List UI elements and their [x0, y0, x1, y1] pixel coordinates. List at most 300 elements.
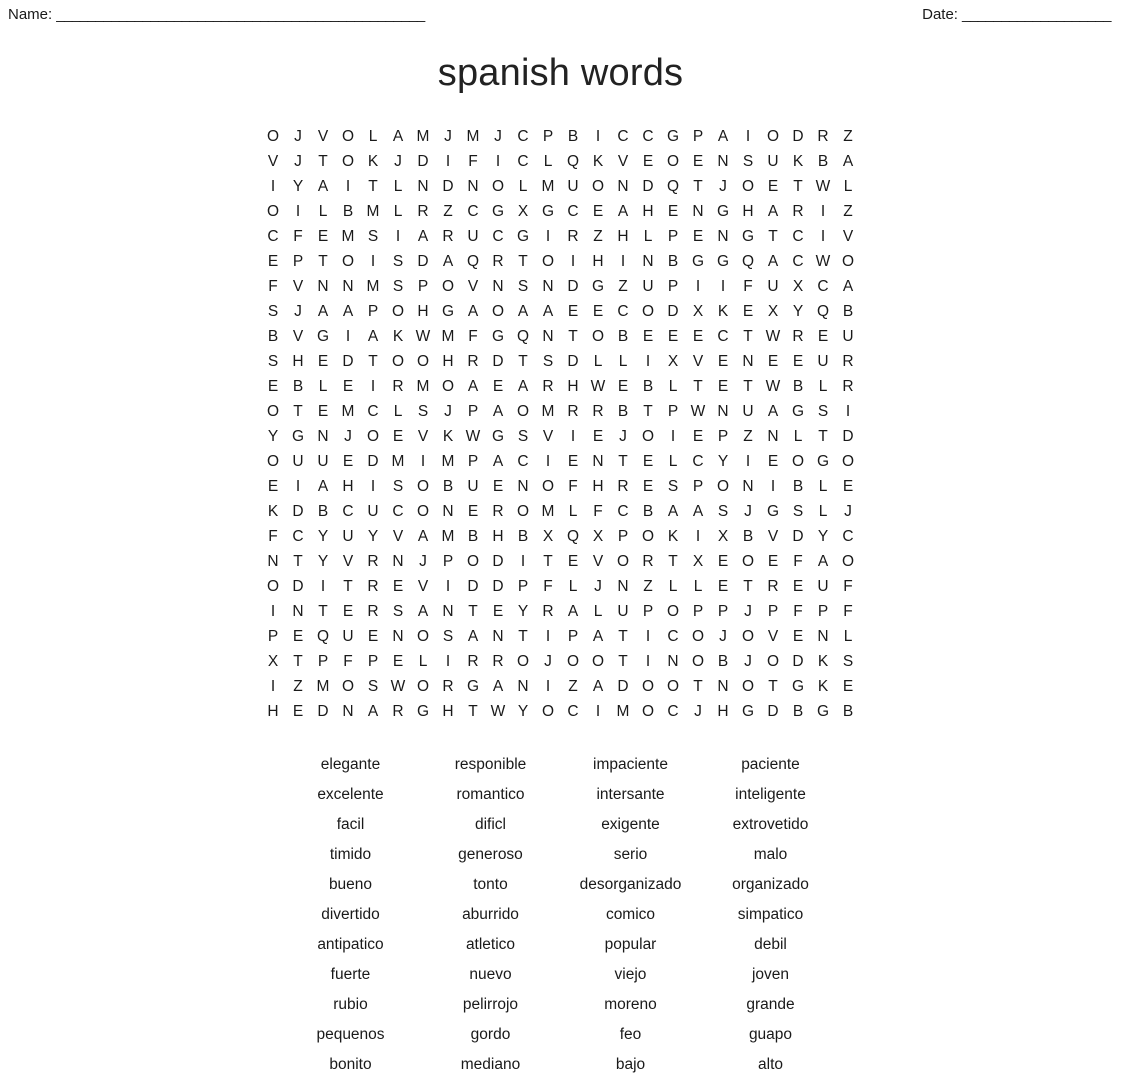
- word-item[interactable]: impaciente: [593, 756, 668, 773]
- grid-cell[interactable]: G: [716, 253, 730, 270]
- grid-cell[interactable]: I: [545, 228, 551, 245]
- grid-cell[interactable]: M: [441, 528, 455, 545]
- grid-cell[interactable]: M: [441, 328, 455, 345]
- grid-cell[interactable]: R: [767, 578, 779, 595]
- grid-cell[interactable]: M: [416, 378, 430, 395]
- grid-cell[interactable]: T: [743, 378, 753, 395]
- grid-cell[interactable]: U: [767, 153, 779, 170]
- grid-cell[interactable]: F: [793, 553, 803, 570]
- grid-cell[interactable]: E: [692, 153, 704, 170]
- grid-cell[interactable]: R: [567, 228, 579, 245]
- grid-cell[interactable]: T: [643, 403, 653, 420]
- grid-cell[interactable]: O: [791, 453, 805, 470]
- grid-cell[interactable]: I: [745, 453, 751, 470]
- grid-cell[interactable]: X: [717, 528, 729, 545]
- grid-cell[interactable]: Q: [466, 253, 480, 270]
- grid-cell[interactable]: U: [467, 228, 479, 245]
- grid-cell[interactable]: I: [720, 278, 726, 295]
- grid-cell[interactable]: K: [367, 153, 379, 170]
- grid-cell[interactable]: N: [817, 628, 829, 645]
- grid-cell[interactable]: T: [768, 678, 778, 695]
- grid-cell[interactable]: P: [317, 653, 329, 670]
- grid-cell[interactable]: L: [418, 653, 428, 670]
- grid-cell[interactable]: T: [818, 428, 828, 445]
- grid-cell[interactable]: A: [767, 403, 779, 420]
- grid-cell[interactable]: T: [743, 578, 753, 595]
- grid-cell[interactable]: G: [541, 203, 555, 220]
- grid-cell[interactable]: J: [394, 153, 402, 170]
- grid-cell[interactable]: U: [642, 278, 654, 295]
- grid-cell[interactable]: Z: [568, 678, 578, 695]
- grid-cell[interactable]: X: [267, 653, 279, 670]
- word-item[interactable]: moreno: [604, 996, 657, 1013]
- grid-cell[interactable]: E: [767, 453, 779, 470]
- grid-cell[interactable]: O: [266, 203, 280, 220]
- grid-cell[interactable]: E: [842, 478, 854, 495]
- grid-cell[interactable]: I: [420, 453, 426, 470]
- grid-cell[interactable]: M: [391, 453, 405, 470]
- grid-cell[interactable]: O: [741, 678, 755, 695]
- grid-cell[interactable]: A: [517, 303, 529, 320]
- grid-cell[interactable]: Z: [643, 578, 653, 595]
- grid-cell[interactable]: C: [817, 278, 829, 295]
- grid-cell[interactable]: S: [392, 478, 404, 495]
- grid-cell[interactable]: O: [416, 628, 430, 645]
- grid-cell[interactable]: W: [815, 178, 831, 195]
- grid-cell[interactable]: V: [767, 628, 779, 645]
- grid-cell[interactable]: A: [392, 128, 404, 145]
- grid-cell[interactable]: I: [520, 553, 526, 570]
- grid-cell[interactable]: B: [617, 403, 629, 420]
- grid-cell[interactable]: P: [367, 303, 379, 320]
- word-item[interactable]: grande: [746, 996, 795, 1013]
- grid-cell[interactable]: E: [367, 628, 379, 645]
- grid-cell[interactable]: E: [592, 303, 604, 320]
- grid-cell[interactable]: Q: [566, 153, 580, 170]
- grid-cell[interactable]: S: [667, 478, 679, 495]
- grid-cell[interactable]: P: [767, 603, 779, 620]
- grid-cell[interactable]: Q: [516, 328, 530, 345]
- grid-cell[interactable]: P: [567, 628, 579, 645]
- grid-cell[interactable]: S: [817, 403, 829, 420]
- grid-cell[interactable]: M: [341, 403, 355, 420]
- grid-cell[interactable]: R: [492, 503, 504, 520]
- grid-cell[interactable]: I: [345, 328, 351, 345]
- grid-cell[interactable]: O: [516, 653, 530, 670]
- grid-cell[interactable]: Z: [843, 203, 853, 220]
- grid-cell[interactable]: C: [392, 503, 404, 520]
- grid-cell[interactable]: C: [642, 128, 654, 145]
- grid-cell[interactable]: O: [591, 178, 605, 195]
- grid-cell[interactable]: P: [717, 603, 729, 620]
- word-item[interactable]: comico: [605, 906, 656, 923]
- grid-cell[interactable]: J: [294, 153, 302, 170]
- grid-cell[interactable]: C: [517, 128, 529, 145]
- grid-cell[interactable]: X: [542, 528, 554, 545]
- grid-cell[interactable]: V: [617, 153, 629, 170]
- grid-cell[interactable]: N: [392, 628, 404, 645]
- grid-cell[interactable]: E: [617, 378, 629, 395]
- grid-cell[interactable]: F: [568, 478, 578, 495]
- grid-cell[interactable]: O: [641, 703, 655, 720]
- grid-cell[interactable]: Y: [317, 553, 329, 570]
- grid-cell[interactable]: G: [491, 328, 505, 345]
- grid-cell[interactable]: K: [717, 303, 729, 320]
- grid-cell[interactable]: D: [417, 153, 429, 170]
- grid-cell[interactable]: N: [717, 403, 729, 420]
- grid-cell[interactable]: E: [292, 703, 304, 720]
- grid-cell[interactable]: N: [442, 503, 454, 520]
- word-item[interactable]: nuevo: [469, 966, 512, 983]
- grid-cell[interactable]: O: [266, 403, 280, 420]
- grid-cell[interactable]: R: [567, 403, 579, 420]
- grid-cell[interactable]: G: [791, 678, 805, 695]
- grid-cell[interactable]: B: [617, 328, 629, 345]
- grid-cell[interactable]: J: [744, 603, 752, 620]
- grid-cell[interactable]: O: [641, 303, 655, 320]
- grid-cell[interactable]: G: [316, 328, 330, 345]
- grid-cell[interactable]: J: [719, 628, 727, 645]
- grid-cell[interactable]: B: [842, 703, 854, 720]
- grid-cell[interactable]: O: [441, 278, 455, 295]
- grid-cell[interactable]: L: [843, 178, 853, 195]
- grid-cell[interactable]: C: [467, 203, 479, 220]
- grid-cell[interactable]: Y: [817, 528, 829, 545]
- grid-cell[interactable]: H: [742, 203, 754, 220]
- grid-cell[interactable]: O: [641, 528, 655, 545]
- grid-cell[interactable]: J: [619, 428, 627, 445]
- grid-cell[interactable]: G: [716, 203, 730, 220]
- grid-cell[interactable]: D: [767, 703, 779, 720]
- grid-cell[interactable]: S: [517, 278, 529, 295]
- grid-cell[interactable]: U: [292, 453, 304, 470]
- grid-cell[interactable]: N: [617, 178, 629, 195]
- grid-cell[interactable]: R: [817, 128, 829, 145]
- grid-cell[interactable]: T: [468, 603, 478, 620]
- word-item[interactable]: joven: [751, 966, 790, 983]
- grid-cell[interactable]: U: [367, 503, 379, 520]
- grid-cell[interactable]: E: [667, 328, 679, 345]
- grid-cell[interactable]: V: [342, 553, 354, 570]
- grid-cell[interactable]: T: [543, 553, 553, 570]
- grid-cell[interactable]: D: [792, 128, 804, 145]
- grid-cell[interactable]: E: [692, 328, 704, 345]
- grid-cell[interactable]: T: [318, 603, 328, 620]
- grid-cell[interactable]: I: [545, 678, 551, 695]
- grid-cell[interactable]: E: [742, 303, 754, 320]
- grid-cell[interactable]: C: [667, 703, 679, 720]
- word-item[interactable]: paciente: [741, 756, 800, 773]
- grid-cell[interactable]: I: [620, 253, 626, 270]
- grid-cell[interactable]: N: [467, 178, 479, 195]
- grid-cell[interactable]: J: [444, 403, 452, 420]
- grid-cell[interactable]: D: [792, 528, 804, 545]
- grid-cell[interactable]: E: [267, 378, 279, 395]
- grid-cell[interactable]: K: [592, 153, 604, 170]
- grid-cell[interactable]: S: [392, 603, 404, 620]
- grid-cell[interactable]: F: [268, 278, 278, 295]
- grid-cell[interactable]: F: [343, 653, 353, 670]
- grid-cell[interactable]: L: [693, 578, 703, 595]
- grid-cell[interactable]: A: [342, 303, 354, 320]
- grid-cell[interactable]: I: [370, 378, 376, 395]
- grid-cell[interactable]: I: [545, 628, 551, 645]
- grid-cell[interactable]: Y: [367, 528, 379, 545]
- word-item[interactable]: generoso: [458, 846, 523, 863]
- grid-cell[interactable]: N: [342, 278, 354, 295]
- grid-cell[interactable]: R: [792, 203, 804, 220]
- grid-cell[interactable]: D: [567, 353, 579, 370]
- grid-cell[interactable]: G: [491, 428, 505, 445]
- grid-cell[interactable]: B: [267, 328, 279, 345]
- grid-cell[interactable]: P: [667, 278, 679, 295]
- grid-cell[interactable]: G: [591, 278, 605, 295]
- grid-cell[interactable]: D: [292, 578, 304, 595]
- grid-cell[interactable]: H: [442, 703, 454, 720]
- grid-cell[interactable]: Z: [293, 678, 303, 695]
- grid-cell[interactable]: Z: [843, 128, 853, 145]
- grid-cell[interactable]: E: [692, 228, 704, 245]
- grid-cell[interactable]: I: [845, 403, 851, 420]
- word-item[interactable]: guapo: [748, 1026, 793, 1043]
- grid-cell[interactable]: N: [542, 278, 554, 295]
- grid-cell[interactable]: H: [617, 228, 629, 245]
- grid-cell[interactable]: T: [693, 678, 703, 695]
- grid-cell[interactable]: E: [692, 428, 704, 445]
- grid-cell[interactable]: W: [390, 678, 406, 695]
- grid-cell[interactable]: M: [366, 278, 380, 295]
- grid-cell[interactable]: O: [766, 128, 780, 145]
- word-item[interactable]: mediano: [460, 1056, 521, 1073]
- grid-cell[interactable]: R: [542, 378, 554, 395]
- grid-cell[interactable]: T: [293, 403, 303, 420]
- grid-cell[interactable]: H: [417, 303, 429, 320]
- grid-cell[interactable]: J: [294, 303, 302, 320]
- grid-cell[interactable]: B: [792, 378, 804, 395]
- grid-cell[interactable]: O: [841, 253, 855, 270]
- grid-cell[interactable]: I: [645, 628, 651, 645]
- grid-cell[interactable]: X: [592, 528, 604, 545]
- grid-cell[interactable]: J: [744, 503, 752, 520]
- word-item[interactable]: dificl: [474, 816, 506, 833]
- grid-cell[interactable]: I: [295, 203, 301, 220]
- grid-cell[interactable]: M: [441, 453, 455, 470]
- word-item[interactable]: divertido: [321, 906, 380, 923]
- grid-cell[interactable]: U: [742, 403, 754, 420]
- grid-cell[interactable]: B: [792, 478, 804, 495]
- grid-cell[interactable]: E: [292, 628, 304, 645]
- grid-cell[interactable]: V: [592, 553, 604, 570]
- grid-cell[interactable]: O: [566, 653, 580, 670]
- grid-cell[interactable]: T: [518, 353, 528, 370]
- grid-cell[interactable]: O: [641, 428, 655, 445]
- word-item[interactable]: extrovetido: [732, 816, 809, 833]
- grid-cell[interactable]: N: [392, 553, 404, 570]
- grid-cell[interactable]: D: [492, 353, 504, 370]
- grid-cell[interactable]: O: [766, 653, 780, 670]
- grid-cell[interactable]: E: [717, 378, 729, 395]
- grid-cell[interactable]: U: [342, 628, 354, 645]
- grid-cell[interactable]: F: [468, 153, 478, 170]
- grid-cell[interactable]: B: [317, 503, 329, 520]
- grid-cell[interactable]: L: [368, 128, 378, 145]
- grid-cell[interactable]: R: [417, 203, 429, 220]
- grid-cell[interactable]: H: [717, 703, 729, 720]
- grid-cell[interactable]: I: [270, 178, 276, 195]
- grid-cell[interactable]: B: [642, 503, 654, 520]
- grid-cell[interactable]: C: [842, 528, 854, 545]
- grid-cell[interactable]: E: [767, 178, 779, 195]
- grid-cell[interactable]: S: [442, 628, 454, 645]
- grid-cell[interactable]: J: [444, 128, 452, 145]
- grid-cell[interactable]: V: [292, 328, 304, 345]
- word-item[interactable]: gordo: [470, 1026, 511, 1043]
- grid-cell[interactable]: O: [366, 428, 380, 445]
- grid-cell[interactable]: N: [617, 578, 629, 595]
- grid-cell[interactable]: R: [792, 328, 804, 345]
- grid-cell[interactable]: P: [692, 603, 704, 620]
- grid-cell[interactable]: T: [668, 553, 678, 570]
- grid-cell[interactable]: C: [792, 253, 804, 270]
- grid-cell[interactable]: C: [692, 453, 704, 470]
- word-item[interactable]: feo: [619, 1026, 642, 1043]
- word-item[interactable]: antipatico: [317, 936, 384, 953]
- grid-cell[interactable]: I: [295, 478, 301, 495]
- grid-cell[interactable]: G: [791, 403, 805, 420]
- grid-cell[interactable]: E: [767, 353, 779, 370]
- grid-cell[interactable]: N: [717, 153, 729, 170]
- grid-cell[interactable]: A: [567, 603, 579, 620]
- word-item[interactable]: intersante: [596, 786, 665, 803]
- grid-cell[interactable]: R: [467, 353, 479, 370]
- grid-cell[interactable]: P: [467, 403, 479, 420]
- grid-cell[interactable]: O: [591, 328, 605, 345]
- grid-cell[interactable]: K: [442, 428, 454, 445]
- grid-cell[interactable]: N: [517, 678, 529, 695]
- word-item[interactable]: atletico: [465, 936, 516, 953]
- grid-cell[interactable]: E: [592, 203, 604, 220]
- grid-cell[interactable]: N: [342, 703, 354, 720]
- grid-cell[interactable]: Q: [566, 528, 580, 545]
- grid-cell[interactable]: T: [568, 328, 578, 345]
- grid-cell[interactable]: A: [692, 503, 704, 520]
- grid-cell[interactable]: P: [692, 478, 704, 495]
- grid-cell[interactable]: I: [445, 653, 451, 670]
- grid-cell[interactable]: C: [367, 403, 379, 420]
- grid-cell[interactable]: C: [792, 228, 804, 245]
- grid-cell[interactable]: D: [667, 303, 679, 320]
- grid-cell[interactable]: L: [318, 203, 328, 220]
- grid-cell[interactable]: O: [516, 403, 530, 420]
- grid-cell[interactable]: O: [416, 503, 430, 520]
- grid-cell[interactable]: I: [820, 203, 826, 220]
- grid-cell[interactable]: L: [568, 503, 578, 520]
- grid-cell[interactable]: R: [617, 478, 629, 495]
- grid-cell[interactable]: V: [292, 278, 304, 295]
- grid-cell[interactable]: N: [717, 678, 729, 695]
- grid-cell[interactable]: A: [767, 253, 779, 270]
- grid-cell[interactable]: A: [317, 303, 329, 320]
- grid-cell[interactable]: B: [817, 153, 829, 170]
- grid-cell[interactable]: I: [345, 178, 351, 195]
- grid-cell[interactable]: U: [767, 278, 779, 295]
- grid-cell[interactable]: F: [593, 503, 603, 520]
- grid-cell[interactable]: R: [367, 553, 379, 570]
- grid-cell[interactable]: P: [667, 228, 679, 245]
- grid-cell[interactable]: I: [670, 428, 676, 445]
- grid-cell[interactable]: E: [492, 378, 504, 395]
- grid-cell[interactable]: T: [293, 553, 303, 570]
- grid-cell[interactable]: M: [316, 678, 330, 695]
- grid-cell[interactable]: M: [541, 403, 555, 420]
- grid-cell[interactable]: T: [518, 253, 528, 270]
- grid-cell[interactable]: C: [617, 503, 629, 520]
- grid-cell[interactable]: A: [517, 378, 529, 395]
- grid-cell[interactable]: V: [542, 428, 554, 445]
- grid-cell[interactable]: L: [643, 228, 653, 245]
- grid-cell[interactable]: L: [793, 428, 803, 445]
- grid-cell[interactable]: U: [842, 328, 854, 345]
- grid-cell[interactable]: P: [417, 278, 429, 295]
- grid-cell[interactable]: U: [567, 178, 579, 195]
- date-write-line[interactable]: ___________________: [961, 6, 1111, 23]
- word-item[interactable]: romantico: [456, 786, 525, 803]
- grid-cell[interactable]: C: [617, 303, 629, 320]
- grid-cell[interactable]: G: [291, 428, 305, 445]
- grid-cell[interactable]: N: [292, 603, 304, 620]
- grid-cell[interactable]: H: [592, 253, 604, 270]
- grid-cell[interactable]: S: [267, 353, 279, 370]
- grid-cell[interactable]: N: [642, 253, 654, 270]
- grid-cell[interactable]: L: [818, 503, 828, 520]
- grid-cell[interactable]: T: [693, 378, 703, 395]
- grid-cell[interactable]: O: [841, 553, 855, 570]
- grid-cell[interactable]: G: [816, 703, 830, 720]
- grid-cell[interactable]: T: [793, 178, 803, 195]
- word-item[interactable]: bajo: [615, 1056, 646, 1073]
- grid-cell[interactable]: K: [267, 503, 279, 520]
- grid-cell[interactable]: E: [317, 403, 329, 420]
- grid-cell[interactable]: H: [342, 478, 354, 495]
- grid-cell[interactable]: A: [467, 378, 479, 395]
- word-item[interactable]: rubio: [333, 996, 368, 1013]
- grid-cell[interactable]: I: [820, 228, 826, 245]
- grid-cell[interactable]: W: [765, 378, 781, 395]
- grid-cell[interactable]: Y: [517, 603, 529, 620]
- grid-cell[interactable]: N: [442, 603, 454, 620]
- grid-cell[interactable]: A: [842, 278, 854, 295]
- grid-cell[interactable]: L: [818, 378, 828, 395]
- grid-cell[interactable]: D: [567, 278, 579, 295]
- grid-cell[interactable]: A: [367, 703, 379, 720]
- grid-cell[interactable]: O: [666, 678, 680, 695]
- grid-cell[interactable]: P: [292, 253, 304, 270]
- grid-cell[interactable]: M: [341, 228, 355, 245]
- grid-cell[interactable]: V: [467, 278, 479, 295]
- grid-cell[interactable]: S: [517, 428, 529, 445]
- grid-cell[interactable]: R: [442, 678, 454, 695]
- grid-cell[interactable]: B: [717, 653, 729, 670]
- grid-cell[interactable]: D: [317, 703, 329, 720]
- grid-cell[interactable]: E: [567, 453, 579, 470]
- grid-cell[interactable]: J: [344, 428, 352, 445]
- grid-cell[interactable]: R: [842, 378, 854, 395]
- grid-cell[interactable]: T: [318, 153, 328, 170]
- grid-cell[interactable]: L: [593, 353, 603, 370]
- grid-cell[interactable]: O: [341, 128, 355, 145]
- grid-cell[interactable]: Q: [741, 253, 755, 270]
- word-item[interactable]: pelirrojo: [462, 996, 519, 1013]
